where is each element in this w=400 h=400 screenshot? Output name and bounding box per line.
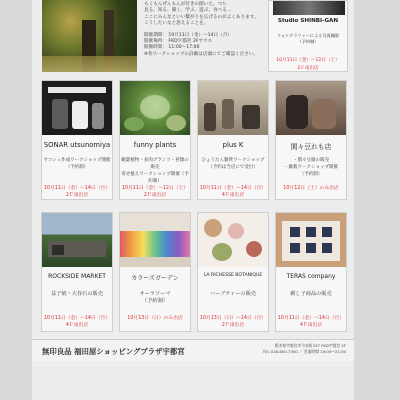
feature-desc — [269, 33, 347, 45]
shop-card-colors-garden — [119, 212, 191, 332]
feature-shop-name: Studio SHINBI-GAN — [277, 18, 339, 24]
shop-photo — [120, 213, 190, 267]
shop-date-line: 10月11日（金）〜14日（月） — [43, 186, 111, 191]
shop-desc-line: ハーブティーの販売 — [209, 291, 256, 297]
shop-desc-line: 刺し子商品の販売 — [290, 291, 332, 297]
shop-date — [276, 315, 346, 329]
feature-card — [268, 0, 348, 72]
shop-date — [198, 185, 268, 199]
shop-photo — [276, 213, 346, 267]
shop-name: plus K — [222, 141, 244, 149]
shop-name: ROCKSIDE MARKET — [48, 273, 106, 280]
tel-line: TEL 028-600-7300 ／ 営業時間 10:00〜21:00 — [262, 348, 346, 354]
shop-desc — [198, 291, 268, 298]
store-footer — [32, 339, 354, 361]
shop-desc-line: ひょうたん雑貨ワークショップ — [201, 158, 265, 163]
shop-card-funny-plants — [119, 80, 191, 200]
shop-location: 2Ｆ南出店 — [65, 193, 89, 198]
shop-date-line: 10月13日（日）〜14日（月） — [199, 316, 267, 321]
shop-desc-line: サコシュ作成ワークショップ開催 — [43, 158, 111, 163]
shop-name: 閑々豆れも店 — [290, 143, 332, 151]
event-note: ※各ワークショップの詳細は店頭にてご確認ください。 — [144, 51, 259, 57]
feature-desc-line: （予約制） — [297, 39, 319, 44]
intro-line: もくもんぜんもんが付きの開いた。つち — [144, 2, 227, 7]
event-period: 開催期間： 10月11日（金）〜14日（月） — [144, 32, 232, 38]
shop-date — [276, 185, 346, 192]
shop-date-line: 10月11日（金）〜14日（月） — [277, 316, 345, 321]
shop-date-line: 10月12日（土）のみ出店 — [283, 186, 339, 191]
shop-date — [42, 315, 112, 329]
shop-location: 4Ｆ南出店 — [299, 323, 323, 328]
feature-photo — [273, 1, 345, 15]
shop-date-line: 10月11日（金）〜12日（土） — [121, 186, 189, 191]
shop-date — [120, 315, 190, 322]
intro-line: こうしたいなと思えることを。 — [144, 21, 209, 27]
shop-photo — [198, 213, 268, 267]
event-hours: 開催時間： 11:00〜17:00 — [144, 45, 200, 51]
shop-location: 4Ｆ南出店 — [65, 323, 89, 328]
shop-desc — [276, 157, 346, 178]
shop-desc-line: 益子焼・大谷石の販売 — [51, 291, 103, 297]
shop-card-rockside-market — [41, 212, 113, 332]
shop-desc — [120, 291, 190, 305]
shop-desc-line: （予約制） — [142, 298, 168, 304]
shop-desc-line: ・閑々豆腐の販売 — [293, 158, 329, 163]
shop-name: funny plants — [133, 141, 177, 149]
shop-date-line: 10月11日（金）〜14日（月） — [199, 186, 267, 191]
shop-photo — [120, 81, 190, 135]
shop-name: LA RICHESSE BOTANIQUE — [203, 273, 263, 278]
shop-location: 2Ｆ南出店 — [143, 193, 167, 198]
shop-location: 2Ｆ南出店 — [221, 323, 245, 328]
shop-photo — [42, 81, 112, 135]
shop-photo — [198, 81, 268, 135]
shop-name: SONAR utsunomiya — [43, 141, 111, 149]
intro-line: ここにみんなといい繋がりを広げるのがよくあります。 — [144, 14, 259, 20]
shop-desc-line: （予約制） — [65, 165, 89, 170]
shop-date — [198, 315, 268, 329]
shop-card-la-richesse — [197, 212, 269, 332]
shop-card-tofu — [275, 80, 347, 200]
event-venue: 開催場所： FKD宇都宮 2Fサウス — [144, 39, 213, 45]
shop-name: TERAS company — [286, 273, 336, 280]
flyer-sheet — [32, 0, 354, 400]
store-address — [263, 343, 346, 354]
shop-desc-line: 観葉植物・多肉プランツ・苔類の販売 — [121, 158, 189, 170]
shop-card-teras — [275, 212, 347, 332]
shop-desc — [42, 157, 112, 171]
shop-date-line: 10月11日（金）〜14日（月） — [43, 316, 111, 321]
shop-name: カラーズガーデン — [131, 275, 179, 282]
shop-date — [42, 185, 112, 199]
shop-desc-line: （予約は当店にて受付） — [208, 165, 258, 170]
event-intro — [144, 2, 262, 58]
feature-location: 2Ｆ南出店 — [297, 66, 319, 71]
shop-date-line: 10月13日（日）のみ出店 — [127, 316, 183, 321]
shop-desc-line: （予約制） — [299, 172, 323, 177]
shop-card-plus-k — [197, 80, 269, 200]
shop-desc-line: 寄せ植えワークショップ開催（予約制） — [121, 172, 189, 184]
shop-photo — [42, 213, 112, 267]
shop-date — [120, 185, 190, 199]
shop-desc-line: オーラソーマ — [139, 291, 171, 297]
store-name: 無印良品 福田屋ショッピングプラザ宇都宮 — [42, 347, 185, 356]
shop-location: 4Ｆ南出店 — [221, 193, 245, 198]
event-header — [32, 0, 354, 78]
shop-desc — [120, 157, 190, 185]
shop-desc — [276, 291, 346, 298]
shop-desc-line: ・雑穀ワークショップ開催 — [284, 165, 338, 170]
intro-line: 見る、知る、聞く、学ぶ、遊ぶ。食べる… — [144, 8, 232, 14]
feature-date: 10月11日（金）〜12日（土） — [276, 58, 340, 63]
address-line: 栃木県宇都宮市今泉町237 FKD宇都宮 2F — [274, 343, 346, 348]
shop-desc — [42, 291, 112, 298]
shop-desc — [198, 157, 268, 171]
feature-desc-line: フォトグラファーによる写真撮影 — [276, 33, 340, 38]
shop-photo — [276, 81, 346, 135]
forest-photo — [42, 0, 137, 72]
shop-card-sonar — [41, 80, 113, 200]
